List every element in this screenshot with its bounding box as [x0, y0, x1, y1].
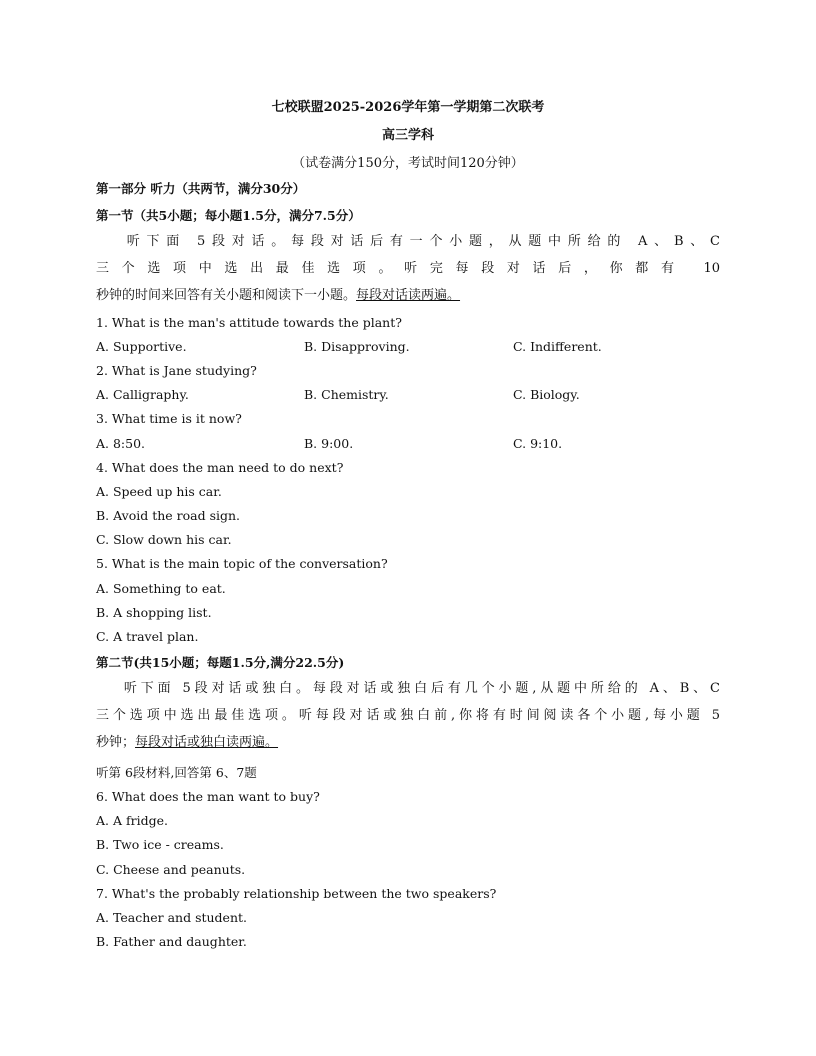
- q3-option-c: C. 9:10.: [513, 436, 563, 451]
- section2-instructions: [96, 675, 720, 756]
- q5-option-a: A. Something to eat.: [96, 581, 226, 596]
- material6-heading: 听第 6段材料,回答第 6、7题: [96, 765, 257, 780]
- section1-instructions: [96, 228, 720, 309]
- section2-instr-line3: 秒钟；: [96, 735, 136, 750]
- q2-option-a: A. Calligraphy.: [96, 387, 189, 402]
- exam-title: 七校联盟2025-2026学年第一学期第二次联考: [271, 100, 545, 115]
- exam-info: （试卷满分150分，考试时间120分钟）: [292, 156, 524, 171]
- q3-stem: 3. What time is it now?: [96, 411, 242, 426]
- q6-option-c: C. Cheese and peanuts.: [96, 862, 246, 877]
- section2-instr-line2: 三个选项中选出最佳选项。听每段对话或独白前,你将有时间阅读各个小题,每小题 5: [96, 708, 720, 723]
- section2-title: 第二节(共15小题；每题1.5分,满分22.5分): [96, 655, 345, 670]
- q4-option-b: B. Avoid the road sign.: [96, 508, 241, 523]
- q7-stem: 7. What's the probably relationship between the two speakers?: [96, 886, 497, 901]
- q3-option-b: B. 9:00.: [304, 436, 354, 451]
- exam-subject: 高三学科: [381, 128, 434, 143]
- part1-title: 第一部分 听力（共两节，满分30分）: [96, 181, 306, 196]
- section2-instr-line1: 听下面 5段对话或独白。每段对话或独白后有几个小题,从题中所给的 A、B、C: [120, 681, 720, 696]
- section1-title: 第一节（共5小题；每小题1.5分，满分7.5分）: [96, 208, 361, 223]
- q6-option-b: B. Two ice - creams.: [96, 837, 224, 852]
- section1-instr-line1: 听下面 5段对话。每段对话后有一个小题，从题中所给的 A、B、C: [120, 234, 720, 249]
- q7-option-b: B. Father and daughter.: [96, 934, 247, 949]
- q5-option-c: C. A travel plan.: [96, 629, 199, 644]
- q1-option-c: C. Indifferent.: [513, 339, 602, 354]
- section1-instr-underline: 每段对话读两遍。: [356, 288, 461, 303]
- q3-option-a: A. 8:50.: [96, 436, 146, 451]
- q1-stem: 1. What is the man's attitude towards the plant?: [96, 315, 402, 330]
- q4-option-a: A. Speed up his car.: [96, 484, 222, 499]
- q6-stem: 6. What does the man want to buy?: [96, 789, 320, 804]
- q4-stem: 4. What does the man need to do next?: [96, 460, 344, 475]
- q2-stem: 2. What is Jane studying?: [96, 363, 257, 378]
- q6-option-a: A. A fridge.: [96, 813, 168, 828]
- q5-option-b: B. A shopping list.: [96, 605, 212, 620]
- q7-option-a: A. Teacher and student.: [96, 910, 248, 925]
- q2-option-b: B. Chemistry.: [304, 387, 389, 402]
- q2-option-c: C. Biology.: [513, 387, 580, 402]
- section1-instr-line3: 秒钟的时间来回答有关小题和阅读下一小题。: [96, 288, 357, 303]
- q4-option-c: C. Slow down his car.: [96, 532, 232, 547]
- section1-instr-line2: 三个选项中选出最佳选项。听完每段对话后，你都有 10: [96, 261, 720, 276]
- q1-option-a: A. Supportive.: [96, 339, 187, 354]
- q5-stem: 5. What is the main topic of the conversation?: [96, 556, 388, 571]
- q1-option-b: B. Disapproving.: [304, 339, 410, 354]
- section2-instr-underline: 每段对话或独白读两遍。: [135, 735, 279, 750]
